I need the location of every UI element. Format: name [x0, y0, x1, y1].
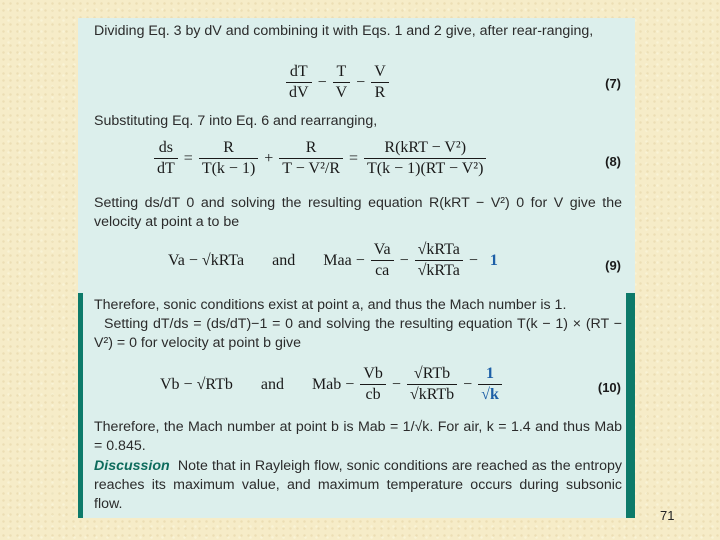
- paragraph-mach-number-b: Therefore, the Mach number at point b is Mab = 1/√k. For air, k = 1.4 and thus Mab = 0.845.: [94, 419, 622, 454]
- discussion-label: Discussion: [94, 458, 170, 474]
- discussion-paragraph: [94, 457, 622, 514]
- eq10-frac1-num: Vb: [360, 364, 386, 385]
- paragraph-substituting: Substituting Eq. 7 into Eq. 6 and rearranging,: [94, 113, 378, 129]
- paragraph-setting-ds-dt: Setting ds/dT 0 and solving the resulting equation R(kRT − V²) 0 for V give the velocity at point a to be: [94, 195, 622, 230]
- eq10-frac1-den: cb: [365, 386, 381, 403]
- eq9-frac1-den: ca: [375, 262, 390, 279]
- textbook-excerpt-panel: [78, 18, 635, 518]
- eq8-tk1: T(k − 1): [201, 160, 256, 177]
- eq8-r2: R: [279, 138, 343, 159]
- eq9-and: and: [272, 251, 296, 269]
- equation-9: Va − √kRTa and Maa − $\frac{Va}{ca}$ − $\frac{\text{√kRTa}}{\text{√kRTa}}$ − 1: [162, 240, 504, 281]
- eq9-frac1-num: Va: [371, 240, 394, 261]
- equation-7: $\frac{dT}{dV}$ − $\frac{T}{V}$ − $\frac{V}{R}$: [286, 62, 389, 103]
- eq8-numerator-combined: R(kRT − V²): [364, 138, 486, 159]
- eq10-frac3-den: √k: [481, 386, 499, 403]
- eq7-lhs-denominator: dV: [289, 84, 309, 101]
- eq9-frac2-num: √kRTa: [415, 240, 463, 261]
- eq10-and: and: [260, 375, 284, 393]
- eq8-t-v2r: T − V²/R: [282, 160, 340, 177]
- eq8-denominator-combined: T(k − 1)(RT − V²): [367, 160, 484, 177]
- equation-8: $\frac{ds}{dT}$ = $\frac{R}{T(k - 1)}$ + $\frac{R}{\text{T − V²/R}}$ = $\frac{\text{R(kRT − V²)}}{\text{T(k − 1)(RT − V²)}}$: [154, 138, 486, 179]
- paragraph-sonic-conditions: Therefore, sonic conditions exist at point a, and thus the Mach number is 1.: [94, 297, 567, 313]
- eq9-frac2-den: √kRTa: [417, 262, 460, 279]
- eq7-t-denominator: V: [335, 84, 348, 101]
- eq7-lhs-numerator: dT: [286, 62, 312, 83]
- right-accent-rule: [626, 293, 635, 518]
- eq10-frac2-den: √kRTb: [409, 386, 455, 403]
- eq7-v-denominator: R: [374, 84, 386, 101]
- eq10-velocity-b: Vb − √RTb: [160, 375, 233, 393]
- eq9-velocity-a: Va − √kRTa: [168, 251, 245, 269]
- equation-10-number: (10): [597, 380, 621, 395]
- equation-8-number: (8): [605, 154, 621, 169]
- equation-10: Vb − √RTb and Mab − $\frac{Vb}{cb}$ − $\frac{\text{√RTb}}{\text{√kRTb}}$ − $\frac{1}{√k}$: [154, 364, 502, 405]
- eq7-t-numerator: T: [333, 62, 351, 83]
- discussion-text: Note that in Rayleigh flow, sonic conditions are reached as the entropy reaches its maximum value, and maximum temperature occurs during subsonic flow.: [94, 458, 622, 512]
- equation-9-number: (9): [605, 258, 621, 273]
- eq10-frac2-num: √RTb: [407, 364, 457, 385]
- eq9-mach-a: Maa −: [323, 251, 365, 269]
- eq10-mach-b: Mab −: [311, 375, 355, 393]
- paragraph-setting-dt-ds: Setting dT/ds = (ds/dT)−1 = 0 and solving the resulting equation T(k − 1) × (RT − V²) = 0 for velocity at point b give: [94, 316, 622, 351]
- eq10-frac3-num: 1: [478, 364, 502, 385]
- paragraph-dividing: Dividing Eq. 3 by dV and combining it with Eqs. 1 and 2 give, after rear-ranging,: [94, 23, 594, 39]
- eq8-ds: ds: [154, 138, 178, 159]
- eq9-one: 1: [489, 251, 498, 269]
- eq8-r1: R: [199, 138, 258, 159]
- eq7-v-numerator: V: [371, 62, 389, 83]
- eq8-dt: dT: [157, 160, 175, 177]
- equation-7-number: (7): [605, 76, 621, 91]
- page-number: 71: [660, 508, 675, 523]
- left-accent-rule: [78, 293, 83, 518]
